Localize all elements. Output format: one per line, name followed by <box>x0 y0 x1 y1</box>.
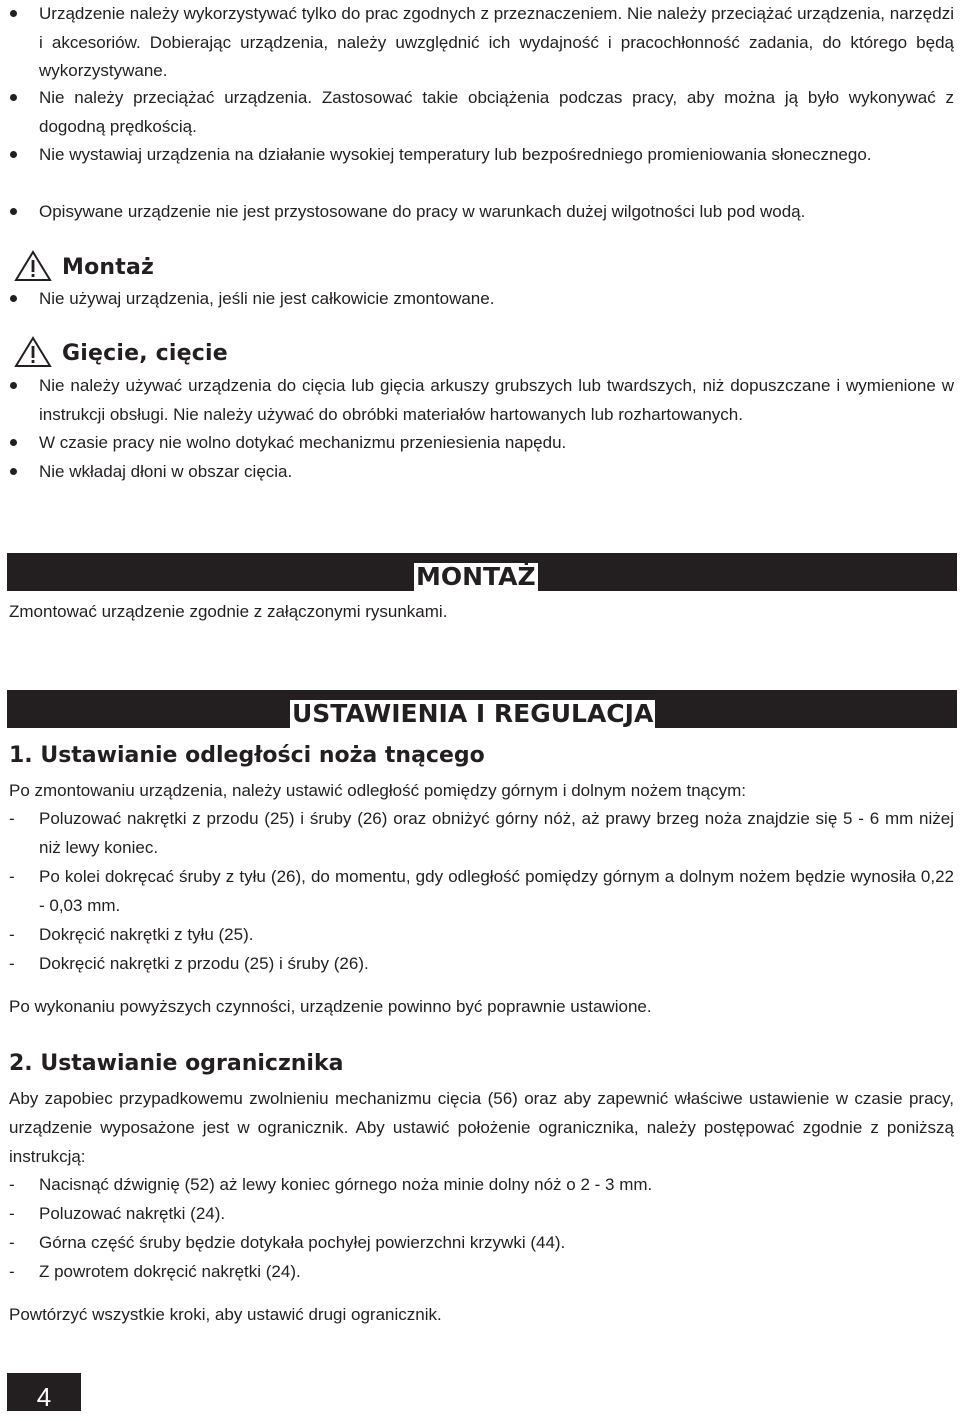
step-text: Dokręcić nakrętki z przodu (25) i śruby (26). <box>39 954 369 973</box>
bullet-text: Nie wystawiaj urządzenia na działanie wysokiej temperatury lub bezpośredniego promieniowania słonecznego. <box>39 145 872 164</box>
step-text: Nacisnąć dźwignię (52) aż lewy koniec górnego noża minie dolny nóż o 2 - 3 mm. <box>39 1175 653 1194</box>
warning-triangle-icon <box>14 336 52 368</box>
section2-outro: Powtórzyć wszystkie kroki, aby ustawić drugi ogranicznik. <box>9 1305 442 1324</box>
dash-marker: - <box>9 1175 15 1194</box>
giecie-subheading: Gięcie, cięcie <box>62 341 228 366</box>
bullet-text: Nie należy używać urządzenia do cięcia lub gięcia arkuszy grubszych lub twardszych, niż dopuszczane i wymienione w instrukcji obsługi. Nie należy używać do obróbki materiałów hartowanych lub rozhartowanych. <box>39 376 954 424</box>
bullet-dot <box>10 295 17 302</box>
dash-marker: - <box>9 1262 15 1281</box>
bullet-text: Nie używaj urządzenia, jeśli nie jest całkowicie zmontowane. <box>39 289 495 308</box>
bullet-text: Urządzenie należy wykorzystywać tylko do prac zgodnych z przeznaczeniem. Nie należy przeciążać urządzenia, narzędzi i akcesoriów. Dobierając urządzenia, należy uwzględnić ich wydajność i pracochłonność zadania, do którego będą wykorzystywane. <box>39 4 954 80</box>
montaz-subheading: Montaż <box>62 255 155 280</box>
step-text: Z powrotem dokręcić nakrętki (24). <box>39 1262 301 1281</box>
bullet-dot <box>10 439 17 446</box>
dash-marker: - <box>9 1204 15 1223</box>
section-heading-2: 2. Ustawianie ogranicznika <box>9 1051 344 1076</box>
page-number: 4 <box>7 1373 81 1411</box>
bullet-dot <box>10 468 17 475</box>
section2-intro: Aby zapobiec przypadkowemu zwolnieniu mechanizmu cięcia (56) oraz aby zapewnić właściwe ustawienie w czasie pracy, urządzenie wyposażone jest w ogranicznik. Aby ustawić położenie ogranicznika, należy postępować zgodnie z poniższą instrukcją: <box>9 1089 954 1166</box>
bullet-dot <box>10 208 17 215</box>
step-text: Poluzować nakrętki z przodu (25) i śruby (26) oraz obniżyć górny nóż, aż prawy brzeg noża znajdzie się 5 - 6 mm niżej niż lewy koniec. <box>39 809 954 857</box>
dash-marker: - <box>9 925 15 944</box>
section-heading-1: 1. Ustawianie odległości noża tnącego <box>9 743 485 768</box>
bullet-text: Nie należy przeciążać urządzenia. Zastosować takie obciążenia podczas pracy, aby można ją było wykonywać z dogodną prędkością. <box>39 88 954 136</box>
step-text: Dokręcić nakrętki z tyłu (25). <box>39 925 254 944</box>
bullet-dot <box>10 151 17 158</box>
step-text: Górna część śruby będzie dotykała pochyłej powierzchni krzywki (44). <box>39 1233 566 1252</box>
step-text: Po kolei dokręcać śruby z tyłu (26), do momentu, gdy odległość pomiędzy górnym a dolnym nożem będzie wynosiła 0,22 - 0,03 mm. <box>39 867 954 915</box>
bullet-dot <box>10 382 17 389</box>
dash-marker: - <box>9 1233 15 1252</box>
step-text: Poluzować nakrętki (24). <box>39 1204 226 1223</box>
bullet-dot <box>10 10 17 17</box>
section1-outro: Po wykonaniu powyższych czynności, urządzenie powinno być poprawnie ustawione. <box>9 997 652 1016</box>
ustawienia-section-title: USTAWIENIA I REGULACJA <box>292 699 654 728</box>
warning-triangle-icon <box>14 250 52 282</box>
montaz-section-title: MONTAŻ <box>416 562 536 591</box>
bullet-text: Nie wkładaj dłoni w obszar cięcia. <box>39 462 293 481</box>
section1-intro: Po zmontowaniu urządzenia, należy ustawić odległość pomiędzy górnym i dolnym nożem tnącym: <box>9 781 747 800</box>
bullet-text: W czasie pracy nie wolno dotykać mechanizmu przeniesienia napędu. <box>39 433 567 452</box>
dash-marker: - <box>9 867 15 886</box>
dash-marker: - <box>9 809 15 828</box>
dash-marker: - <box>9 954 15 973</box>
bullet-text: Opisywane urządzenie nie jest przystosowane do pracy w warunkach dużej wilgotności lub pod wodą. <box>39 202 806 221</box>
montaz-section-text: Zmontować urządzenie zgodnie z załączonymi rysunkami. <box>9 602 448 621</box>
bullet-dot <box>10 94 17 101</box>
